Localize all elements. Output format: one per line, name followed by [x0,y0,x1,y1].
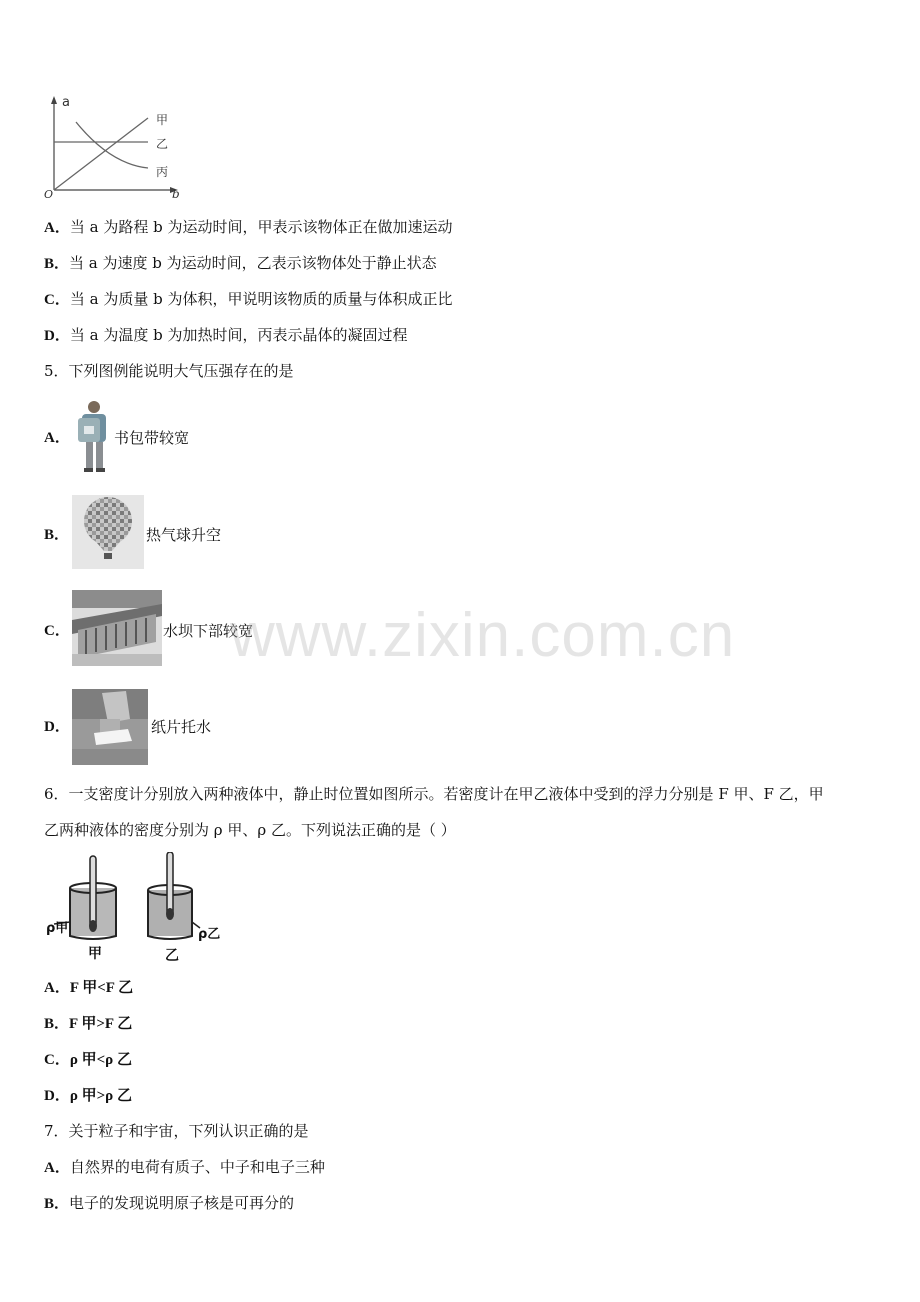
dam-photo [72,590,162,666]
option-text: ρ 甲<ρ 乙 [69,1052,132,1068]
q7-option-b [44,1192,294,1215]
q6-option-c [44,1048,132,1071]
q5-option-a-text: 书包带较宽 [114,429,190,447]
option-text: 当 a 为速度 b 为运动时间，乙表示该物体处于静止状态 [69,254,437,272]
q6-stem-line1: 6．一支密度计分别放入两种液体中，静止时位置如图所示。若密度计在甲乙液体中受到的浮力分别是 F 甲、F 乙，甲 [44,785,824,803]
q4-option-d [44,324,407,347]
q5-option-b-letter: B． [44,527,70,543]
q4-option-b [44,252,437,275]
option-letter: A． [44,1160,70,1176]
q7-option-a [44,1156,325,1179]
q5-option-c-letter: C． [44,623,70,639]
right-cup-label: 乙 [165,948,179,964]
option-text: 当 a 为路程 b 为运动时间，甲表示该物体正在做加速运动 [69,218,453,236]
option-letter: B． [44,1196,70,1212]
option-letter: A． [44,980,70,996]
hot-air-balloon-photo [72,495,144,569]
option-text: F 甲<F 乙 [69,980,134,996]
q6-option-a [44,976,133,999]
q6-option-b [44,1012,132,1035]
paper-holds-water-photo [72,689,148,765]
q4-option-a [44,216,452,239]
q5-option-c-text: 水坝下部较宽 [163,622,254,640]
q4-graph [40,92,190,200]
option-text: 当 a 为温度 b 为加热时间，丙表示晶体的凝固过程 [69,326,408,344]
watermark: www.zixin.com.cn [230,601,736,670]
option-text: ρ 甲>ρ 乙 [69,1088,132,1104]
q7-stem: 7．关于粒子和宇宙，下列认识正确的是 [44,1122,309,1140]
option-text: F 甲>F 乙 [69,1016,133,1032]
option-letter: C． [44,1052,70,1068]
curve-label-bing: 丙 [156,165,169,179]
q5-option-a-letter: A． [44,430,70,446]
left-cup-label: 甲 [88,946,102,962]
curve-label-jia: 甲 [156,113,169,127]
left-rho-label: ρ甲 [46,921,69,936]
q6-stem-line2: 乙两种液体的密度分别为 ρ 甲、ρ 乙。下列说法正确的是（ ） [44,821,456,839]
option-letter: B． [44,1016,70,1032]
curve-jia [54,118,148,190]
origin-label: O [44,188,54,200]
q6-option-d [44,1084,132,1107]
option-text: 当 a 为质量 b 为体积，甲说明该物质的质量与体积成正比 [69,290,453,308]
hydrometer-figure [44,852,222,964]
curve-label-yi: 乙 [156,137,169,151]
q5-option-d-letter: D． [44,719,70,735]
q5-option-d-text: 纸片托水 [151,718,212,736]
option-letter: A． [44,220,70,236]
option-letter: C． [44,292,70,308]
right-rho-label: ρ乙 [198,927,221,942]
option-letter: B． [44,256,70,272]
option-text: 电子的发现说明原子核是可再分的 [69,1194,295,1212]
q4-option-c [44,288,452,311]
option-letter: D． [44,328,70,344]
option-text: 自然界的电荷有质子、中子和电子三种 [69,1158,325,1176]
backpack-child-photo [72,398,114,474]
x-axis-label: b [172,187,180,200]
option-letter: D． [44,1088,70,1104]
q5-option-b-text: 热气球升空 [146,526,222,544]
y-axis-arrow [51,96,57,104]
y-axis-label: a [62,95,70,110]
q5-stem: 5．下列图例能说明大气压强存在的是 [44,362,294,380]
